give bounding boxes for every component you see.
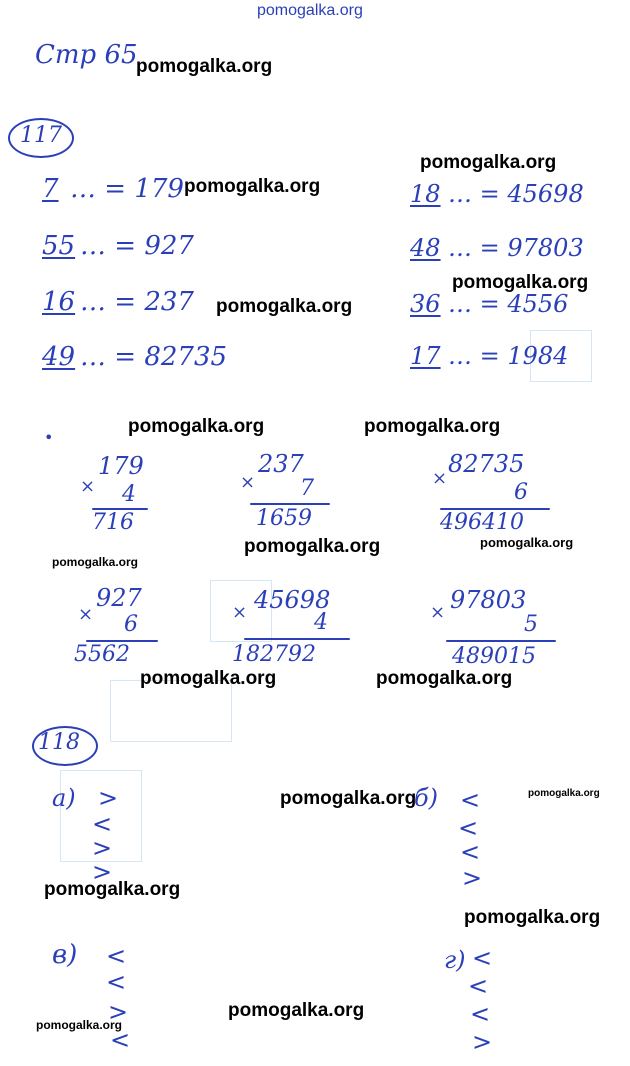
times-sign: ×	[80, 476, 96, 497]
watermark: pomogalka.org	[528, 788, 600, 799]
product: 1659	[256, 506, 312, 531]
factor-top: 82735	[448, 450, 525, 478]
result-line	[244, 638, 350, 640]
task-number: 117	[20, 123, 62, 148]
factor-bottom: 5	[524, 612, 538, 637]
comparison-sign: <	[472, 944, 493, 972]
factor-top: 97803	[450, 586, 527, 614]
times-sign: ×	[430, 602, 446, 623]
equation-digit: 55	[42, 231, 76, 261]
equation-rest: … = 237	[80, 287, 194, 317]
watermark: pomogalka.org	[364, 416, 501, 437]
comparison-sign: <	[458, 814, 479, 842]
watermark: pomogalka.org	[44, 879, 181, 900]
comparison-sign: >	[462, 864, 483, 892]
equation-digit: 7	[42, 174, 59, 204]
equation-rest: … = 927	[80, 231, 194, 261]
group-label: г)	[444, 946, 466, 974]
result-line	[250, 503, 330, 505]
comparison-sign: <	[106, 968, 127, 996]
factor-bottom: 6	[124, 612, 138, 637]
comparison-sign: >	[92, 858, 113, 886]
equation-rest: … = 1984	[448, 342, 569, 370]
factor-top: 927	[96, 584, 142, 612]
factor-bottom: 4	[122, 482, 136, 507]
watermark: pomogalka.org	[420, 152, 557, 173]
page-reference: Стр 65	[35, 40, 138, 70]
watermark: pomogalka.org	[184, 176, 321, 197]
comparison-sign: <	[92, 810, 113, 838]
factor-bottom: 7	[300, 476, 314, 501]
watermark: pomogalka.org	[452, 272, 589, 293]
watermark: pomogalka.org	[280, 788, 417, 809]
factor-bottom: 6	[514, 480, 528, 505]
task-number: 118	[38, 730, 80, 755]
equation-rest: … = 179	[70, 174, 184, 204]
equation-digit: 17	[410, 342, 441, 370]
paper-grid	[110, 680, 232, 742]
comparison-sign: <	[470, 1000, 491, 1028]
bullet-mark: •	[44, 428, 54, 447]
group-label: б)	[414, 784, 439, 812]
result-line	[446, 640, 556, 642]
equation-digit: 49	[42, 342, 76, 372]
equation-digit: 16	[42, 287, 76, 317]
times-sign: ×	[240, 472, 256, 493]
product: 5562	[74, 642, 130, 667]
comparison-sign: <	[468, 972, 489, 1000]
times-sign: ×	[232, 602, 248, 623]
comparison-sign: <	[110, 1026, 131, 1054]
factor-bottom: 4	[314, 610, 328, 635]
factor-top: 45698	[254, 586, 331, 614]
top-watermark[interactable]: pomogalka.org	[257, 2, 363, 19]
comparison-sign: >	[472, 1028, 493, 1056]
equation-rest: … = 4556	[448, 290, 569, 318]
product: 496410	[440, 510, 524, 535]
watermark: pomogalka.org	[464, 907, 601, 928]
equation-rest: … = 82735	[80, 342, 228, 372]
watermark: pomogalka.org	[136, 56, 273, 77]
comparison-sign: <	[460, 838, 481, 866]
watermark: pomogalka.org	[140, 668, 277, 689]
product: 716	[92, 510, 134, 535]
watermark: pomogalka.org	[228, 1000, 365, 1021]
watermark: pomogalka.org	[244, 536, 381, 557]
equation-digit: 36	[410, 290, 441, 318]
comparison-sign: >	[92, 834, 113, 862]
times-sign: ×	[78, 604, 94, 625]
equation-digit: 48	[410, 234, 441, 262]
group-label: а)	[52, 784, 76, 812]
equation-rest: … = 97803	[448, 234, 584, 262]
watermark: pomogalka.org	[216, 296, 353, 317]
watermark: pomogalka.org	[480, 535, 574, 550]
comparison-sign: >	[98, 784, 119, 812]
watermark: pomogalka.org	[128, 416, 265, 437]
times-sign: ×	[432, 468, 448, 489]
equation-rest: … = 45698	[448, 180, 584, 208]
comparison-sign: <	[460, 786, 481, 814]
product: 182792	[232, 642, 316, 667]
factor-top: 179	[98, 452, 144, 480]
equation-digit: 18	[410, 180, 441, 208]
watermark: pomogalka.org	[376, 668, 513, 689]
comparison-sign: >	[108, 998, 129, 1026]
comparison-sign: <	[106, 942, 127, 970]
watermark: pomogalka.org	[36, 1018, 123, 1032]
group-label: в)	[52, 940, 78, 970]
factor-top: 237	[258, 450, 304, 478]
product: 489015	[452, 644, 536, 669]
watermark: pomogalka.org	[52, 555, 139, 569]
